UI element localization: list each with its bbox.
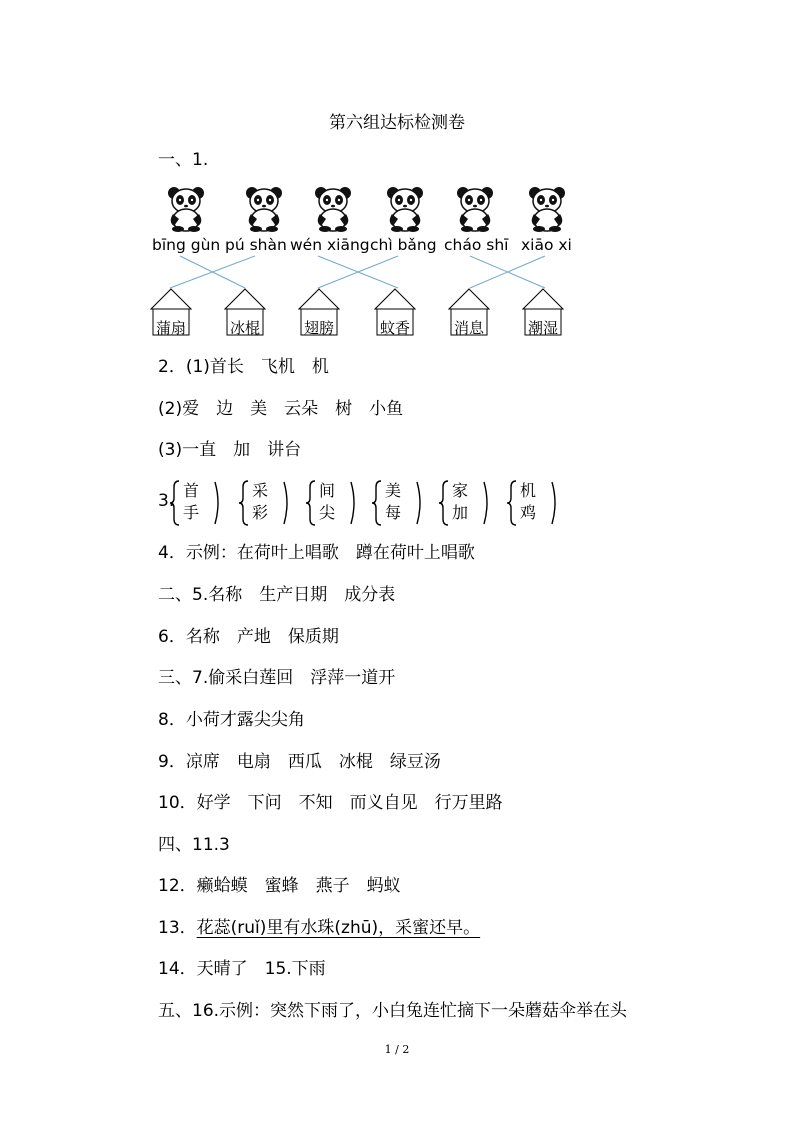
house-box (448, 288, 490, 336)
q10-answer: 10．好学 下问 不知 而义自见 行万里路 (158, 793, 503, 813)
q16-answer: 五、16.示例：突然下雨了，小白兔连忙摘下一朵蘑菇伞举在头 (158, 1001, 628, 1021)
house-label: 冰棍 (229, 319, 260, 337)
house-label: 潮湿 (527, 319, 558, 337)
q8-answer: 8．小荷才露尖尖角 (158, 710, 305, 730)
q4-answer: 4．示例：在荷叶上唱歌 蹲在荷叶上唱歌 (158, 543, 475, 563)
house-label: 蚊香 (379, 319, 410, 337)
q13-underlined-text: 花蕊(ruǐ)里有水珠(zhū)，采蜜还早。 (196, 918, 481, 938)
q3-char-top: 家 (452, 481, 469, 500)
q2-part2: (2)爱 边 美 云朵 树 小鱼 (158, 399, 404, 419)
q13-answer (158, 918, 480, 938)
q3-char-bottom: 手 (183, 503, 200, 522)
q3-char-top: 美 (385, 481, 402, 500)
page-title: 第六组达标检测卷 (329, 113, 465, 133)
q5-answer: 二、5.名称 生产日期 成分表 (158, 585, 396, 605)
q3-char-top: 采 (252, 481, 269, 500)
q1-label: 一、1. (158, 150, 209, 170)
q3-char-bottom: 加 (452, 503, 469, 522)
house-label: 翅膀 (303, 319, 334, 337)
q9-answer: 9．凉席 电扇 西瓜 冰棍 绿豆汤 (158, 752, 441, 772)
pinyin-label: pú shàn (225, 236, 287, 254)
house-label: 消息 (453, 319, 484, 337)
house-box (522, 288, 564, 336)
q2-part3: (3)一直 加 讲台 (158, 440, 302, 460)
q3-char-bottom: 每 (385, 503, 402, 522)
q7-answer: 三、7.偷采白莲回 浮萍一道开 (158, 668, 396, 688)
q3-char-top: 首 (183, 481, 200, 500)
pinyin-label: bīng gùn (152, 236, 221, 254)
q6-answer: 6．名称 产地 保质期 (158, 627, 339, 647)
pinyin-label: cháo shī (444, 236, 509, 254)
house-box (224, 288, 266, 336)
q2-part1: 2．(1)首长 飞机 机 (158, 357, 329, 377)
q3-char-bottom: 彩 (252, 503, 269, 522)
house-box (150, 288, 192, 336)
q3-char-top: 间 (319, 481, 336, 500)
q12-answer: 12．癞蛤蟆 蜜蜂 燕子 蚂蚁 (158, 876, 401, 896)
q3-char-bottom: 尖 (319, 503, 336, 522)
q3-char-bottom: 鸡 (520, 503, 537, 522)
q3-label: 3. (158, 491, 175, 511)
q14-answer: 14．天晴了 15.下雨 (158, 959, 326, 979)
pinyin-label: xiāo xi (521, 236, 572, 254)
q3-char-top: 机 (520, 481, 537, 500)
page-number: 1 / 2 (384, 1043, 410, 1056)
house-box (298, 288, 340, 336)
q11-answer: 四、11.3 (158, 835, 230, 855)
match-line (170, 256, 255, 288)
house-label: 蒲扇 (155, 319, 186, 337)
pinyin-label: wén xiāng (290, 236, 370, 254)
house-box (374, 288, 416, 336)
pinyin-label: chì bǎng (370, 236, 437, 254)
q13-number: 13． (158, 918, 197, 938)
